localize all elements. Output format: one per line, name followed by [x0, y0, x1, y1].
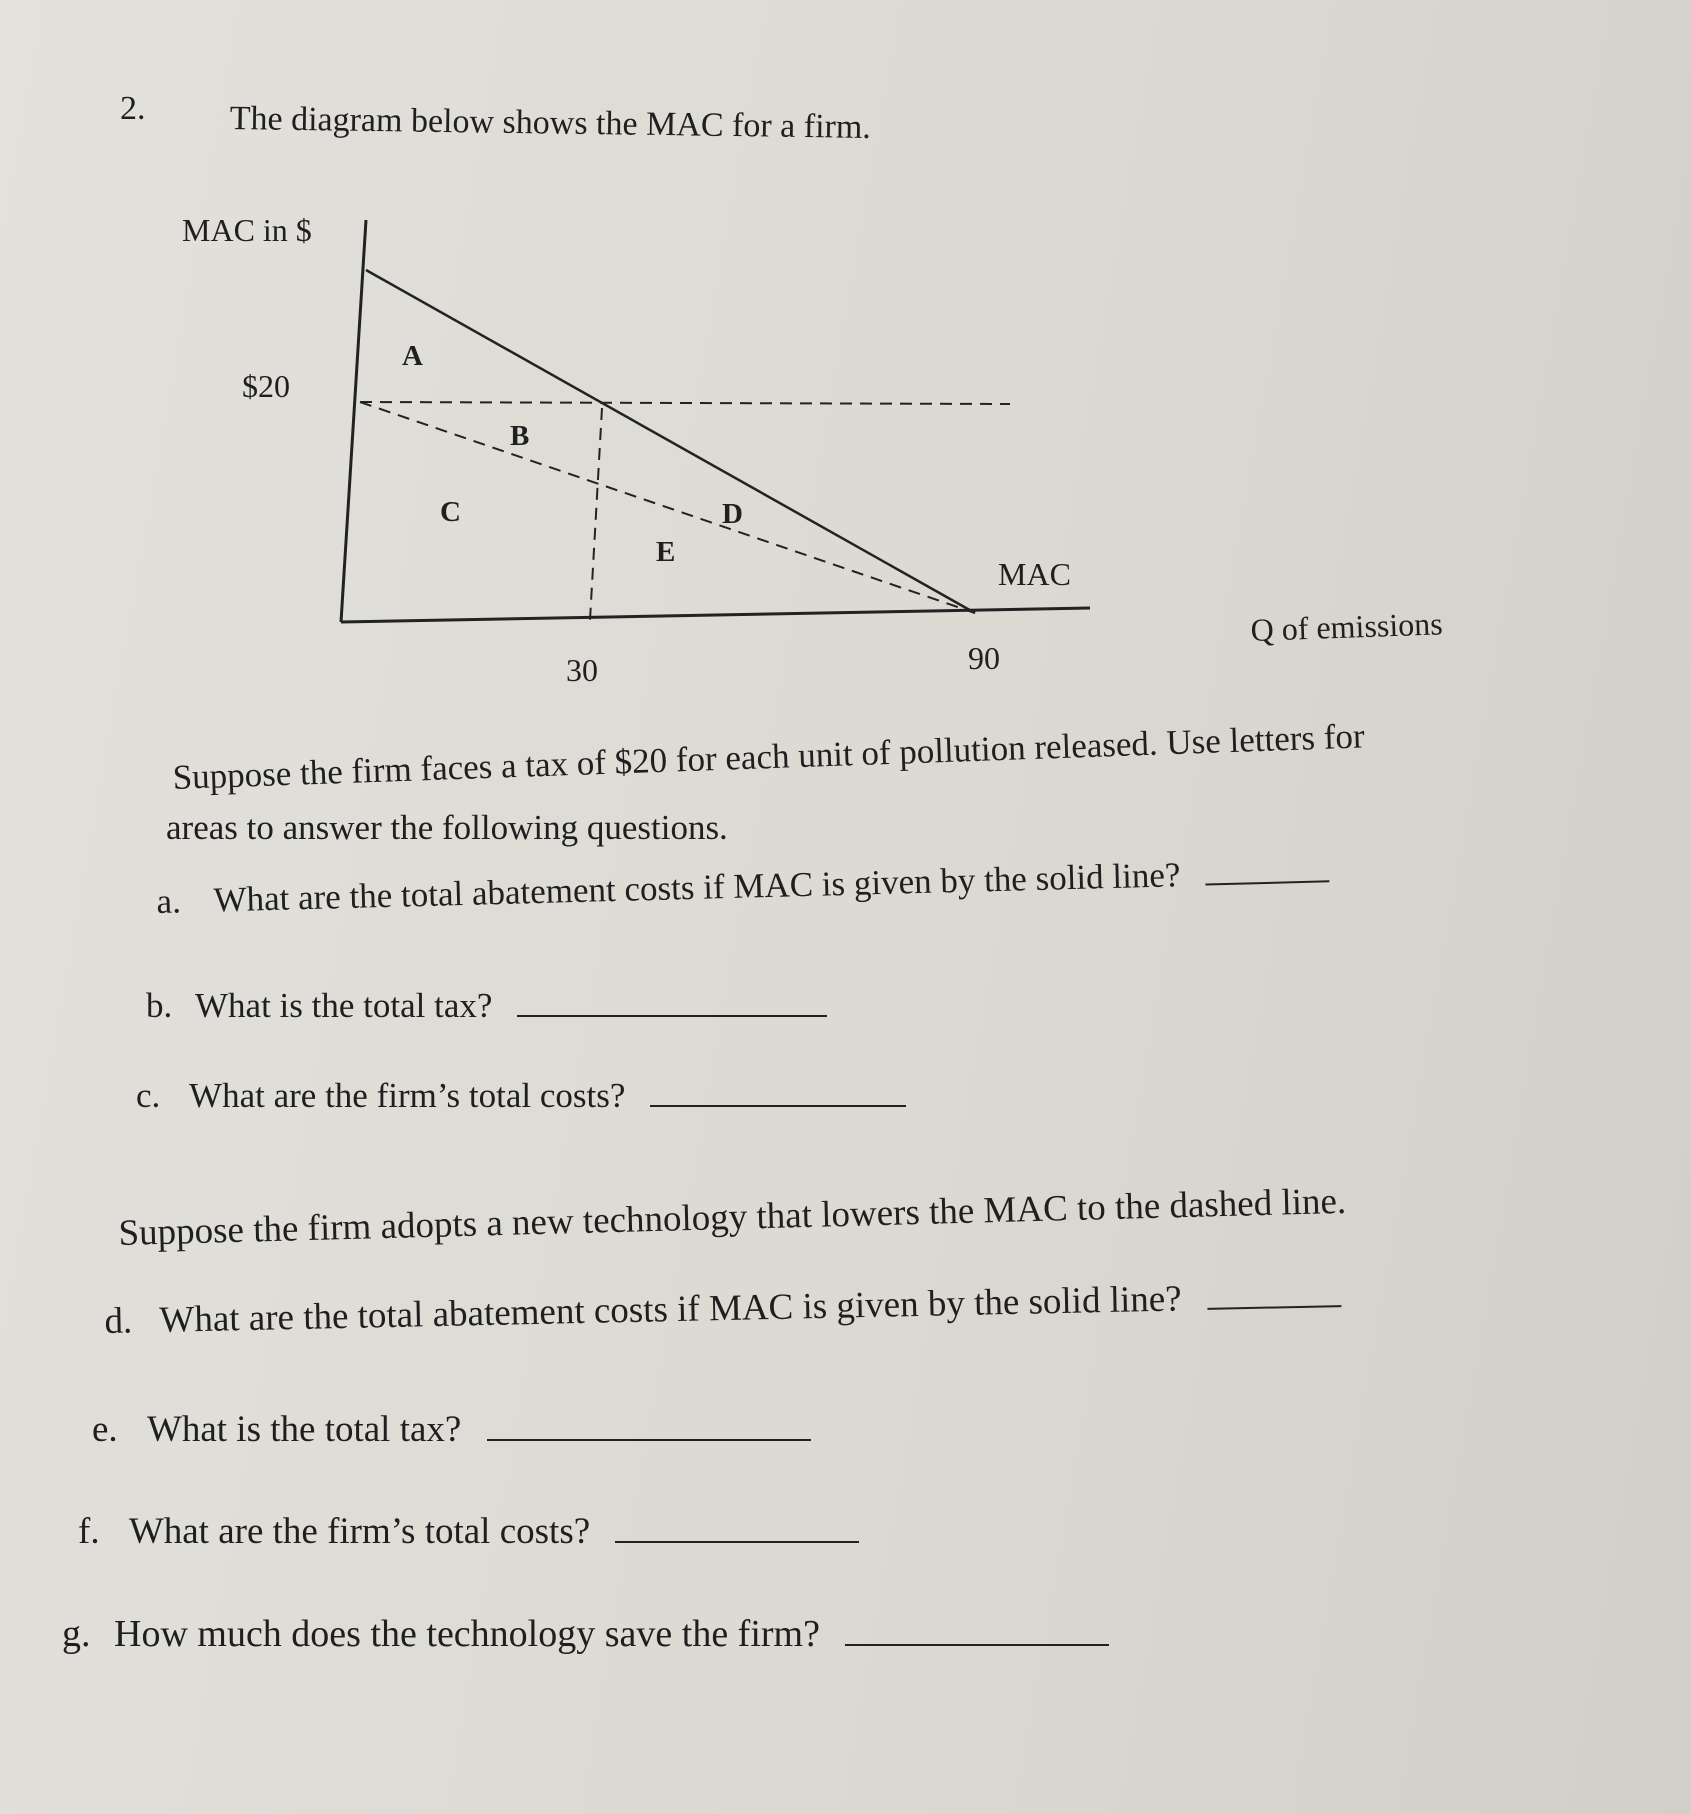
- answer-e-blank[interactable]: [487, 1438, 811, 1441]
- scenario-2: Suppose the firm adopts a new technology that lowers the MAC to the dashed line.: [118, 1180, 1347, 1254]
- question-g: [62, 1612, 1109, 1656]
- tax-dashed-line: [360, 402, 1010, 404]
- question-f-letter: f.: [78, 1511, 100, 1552]
- question-b-letter: b.: [146, 986, 173, 1025]
- question-b: [146, 986, 827, 1026]
- question-intro: The diagram below shows the MAC for a firm.: [229, 100, 872, 146]
- question-b-text: What is the total tax?: [195, 986, 493, 1025]
- x-tick-90: 90: [968, 640, 1000, 676]
- answer-f-blank[interactable]: [615, 1540, 859, 1543]
- answer-g-blank[interactable]: [845, 1643, 1109, 1646]
- answer-b-blank[interactable]: [517, 1014, 827, 1017]
- area-e-label: E: [656, 536, 676, 568]
- curve-label: MAC: [998, 556, 1071, 592]
- area-b-label: B: [510, 420, 530, 452]
- question-number: 2.: [120, 90, 146, 127]
- area-a-label: A: [402, 340, 423, 372]
- question-d-text: What are the total abatement costs if MAC is given by the solid line?: [159, 1278, 1183, 1341]
- y-axis-label: MAC in $: [182, 212, 312, 248]
- question-f-text: What are the firm’s total costs?: [128, 1511, 591, 1552]
- question-a-letter: a.: [156, 881, 182, 921]
- question-g-letter: g.: [62, 1613, 91, 1655]
- x-axis-label: Q of emissions: [1250, 605, 1444, 648]
- question-e-letter: e.: [92, 1409, 118, 1450]
- price-label: $20: [242, 368, 290, 404]
- scenario-1-line-1: Suppose the firm faces a tax of $20 for each unit of pollution released. Use letters for: [172, 716, 1366, 797]
- area-d-label: D: [722, 498, 743, 530]
- x-tick-30: 30: [566, 652, 598, 688]
- question-d-letter: d.: [104, 1300, 133, 1342]
- question-g-text: How much does the technology save the firm?: [114, 1613, 820, 1655]
- answer-a-blank[interactable]: [1205, 879, 1329, 885]
- area-c-label: C: [440, 496, 461, 528]
- question-a-text: What are the total abatement costs if MAC is given by the solid line?: [213, 855, 1181, 920]
- question-c-letter: c.: [136, 1076, 161, 1115]
- q30-dashed-line: [590, 408, 602, 620]
- question-c: [136, 1076, 906, 1116]
- answer-d-blank[interactable]: [1207, 1304, 1341, 1310]
- answer-c-blank[interactable]: [650, 1104, 906, 1107]
- question-e-text: What is the total tax?: [146, 1409, 462, 1450]
- question-f: [78, 1510, 859, 1553]
- scenario-1-line-2: areas to answer the following questions.: [166, 808, 728, 847]
- question-c-text: What are the firm’s total costs?: [189, 1076, 626, 1115]
- question-e: [92, 1408, 811, 1451]
- x-axis: [341, 608, 1090, 622]
- y-axis: [341, 220, 366, 622]
